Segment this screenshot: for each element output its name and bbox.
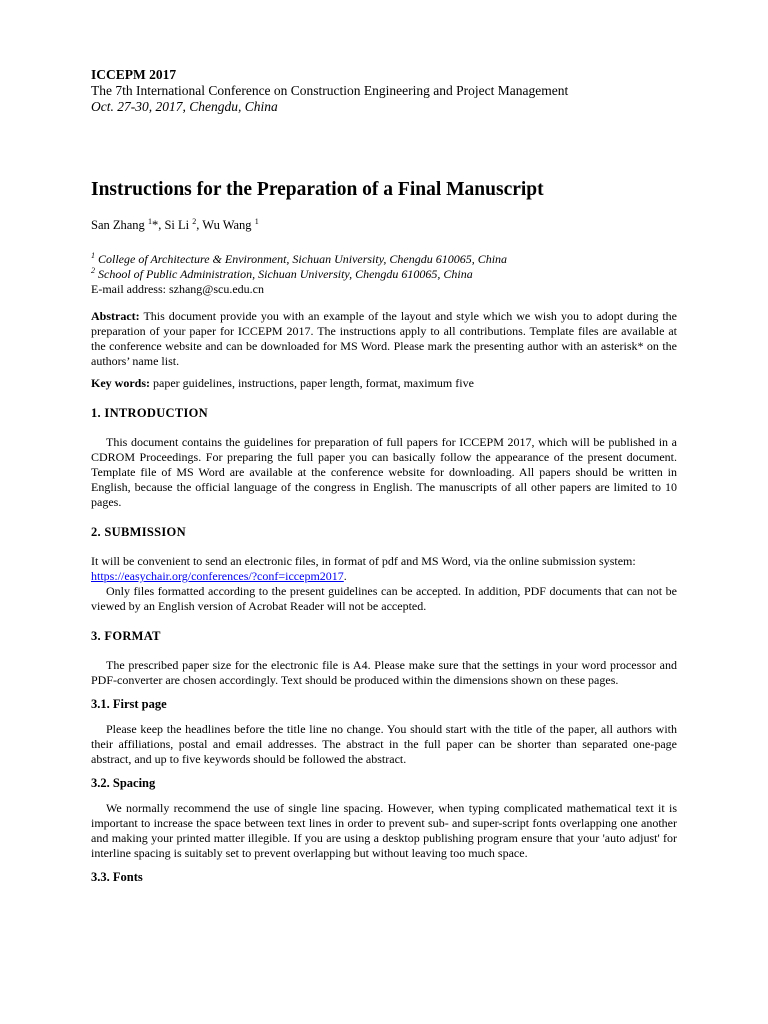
author-name: Si Li [164,218,190,232]
conference-acronym: ICCEPM 2017 [91,67,177,82]
spacing-paragraph: We normally recommend the use of single line spacing. However, when typing complicated mathematical text it is important to increase the space between text lines in order to prevent sub- and super-script fonts overlapping one another and making your printed matter illegible. If you are using a desktop publishing program ensure that your 'auto adjust' for interline spacing is suitably set to prevent overlapping but without leaving too much space. [91,801,677,860]
submission-paragraph-2: Only files formatted according to the present guidelines can be accepted. In addition, PDF documents that can not be viewed by an English version of Acrobat Reader will not be accepted. [91,584,677,613]
author-affil-sup: 1 [147,216,152,226]
abstract-label: Abstract: [91,309,140,323]
affiliation [91,252,677,267]
paper-title: Instructions for the Preparation of a Final Manuscript [91,179,544,200]
author-affil-sup: 2 [192,216,197,226]
affiliation [91,267,677,282]
section-heading-submission: 2. SUBMISSION [91,525,186,539]
abstract-text: This document provide you with an example of the layout and style which we wish you to adopt during the preparation of your paper for ICCEPM 2017. The instructions apply to all contributions. Template files are available at the conference website and can be downloaded for MS Word. Please mark the presenting author with an asterisk* on the authors’ name list. [91,309,677,368]
affiliations [91,252,677,297]
introduction-paragraph: This document contains the guidelines for preparation of full papers for ICCEPM 2017, which will be published in a CDROM Proceedings. For preparing the full paper you can basically follow the appearance of the present document. Template file of MS Word are available at the conference website for downloading. All papers should be written in English, because the official language of the congress in English. The manuscripts of all other papers are limited to 10 pages. [91,435,677,509]
keywords [91,376,677,391]
conference-header [91,66,677,115]
submission-paragraph: It will be convenient to send an electronic files, in format of pdf and MS Word, via the online submission system: [91,554,636,568]
paper-page [91,66,677,885]
keywords-label: Key words: [91,376,150,390]
abstract [91,309,677,369]
affiliation-text: School of Public Administration, Sichuan University, Chengdu 610065, China [98,267,473,281]
affiliation-sup: 2 [91,266,95,275]
author-name: Wu Wang [202,218,252,232]
subsection-heading-fonts: 3.3. Fonts [91,870,143,884]
conference-full-name: The 7th International Conference on Construction Engineering and Project Management [91,83,569,98]
author-list: San Zhang $^1$*, Si Li $^2$, Wu Wang $^1$ [91,216,259,232]
keywords-text: paper guidelines, instructions, paper length, format, maximum five [150,376,474,390]
subsection-heading-first-page: 3.1. First page [91,697,167,711]
section-heading-format: 3. FORMAT [91,629,161,643]
submission-link-line [91,569,677,584]
author-affil-sup: 1 [254,216,259,226]
presenting-author-mark: * [151,218,159,232]
link-suffix: . [343,569,347,583]
submission-link[interactable]: https://easychair.org/conferences/?conf=iccepm2017 [91,569,344,583]
email-address: E-mail address: szhang@scu.edu.cn [91,282,264,296]
conference-date-location: Oct. 27-30, 2017, Chengdu, China [91,99,278,114]
section-heading-introduction: 1. INTRODUCTION [91,406,209,420]
format-paragraph: The prescribed paper size for the electronic file is A4. Please make sure that the settings in your word processor and PDF-converter are chosen accordingly. Text should be produced within the dimensions shown on these pages. [91,658,677,687]
affiliation-text: College of Architecture & Environment, Sichuan University, Chengdu 610065, China [98,252,508,266]
first-page-paragraph: Please keep the headlines before the title line no change. You should start with the title of the paper, all authors with their affiliations, postal and email addresses. The abstract in the full paper can be shorter than separated one-page abstract, and up to five keywords should be followed the abstract. [91,722,677,766]
subsection-heading-spacing: 3.2. Spacing [91,776,156,790]
author-name: San Zhang [91,218,145,232]
affiliation-sup: 1 [91,251,95,260]
